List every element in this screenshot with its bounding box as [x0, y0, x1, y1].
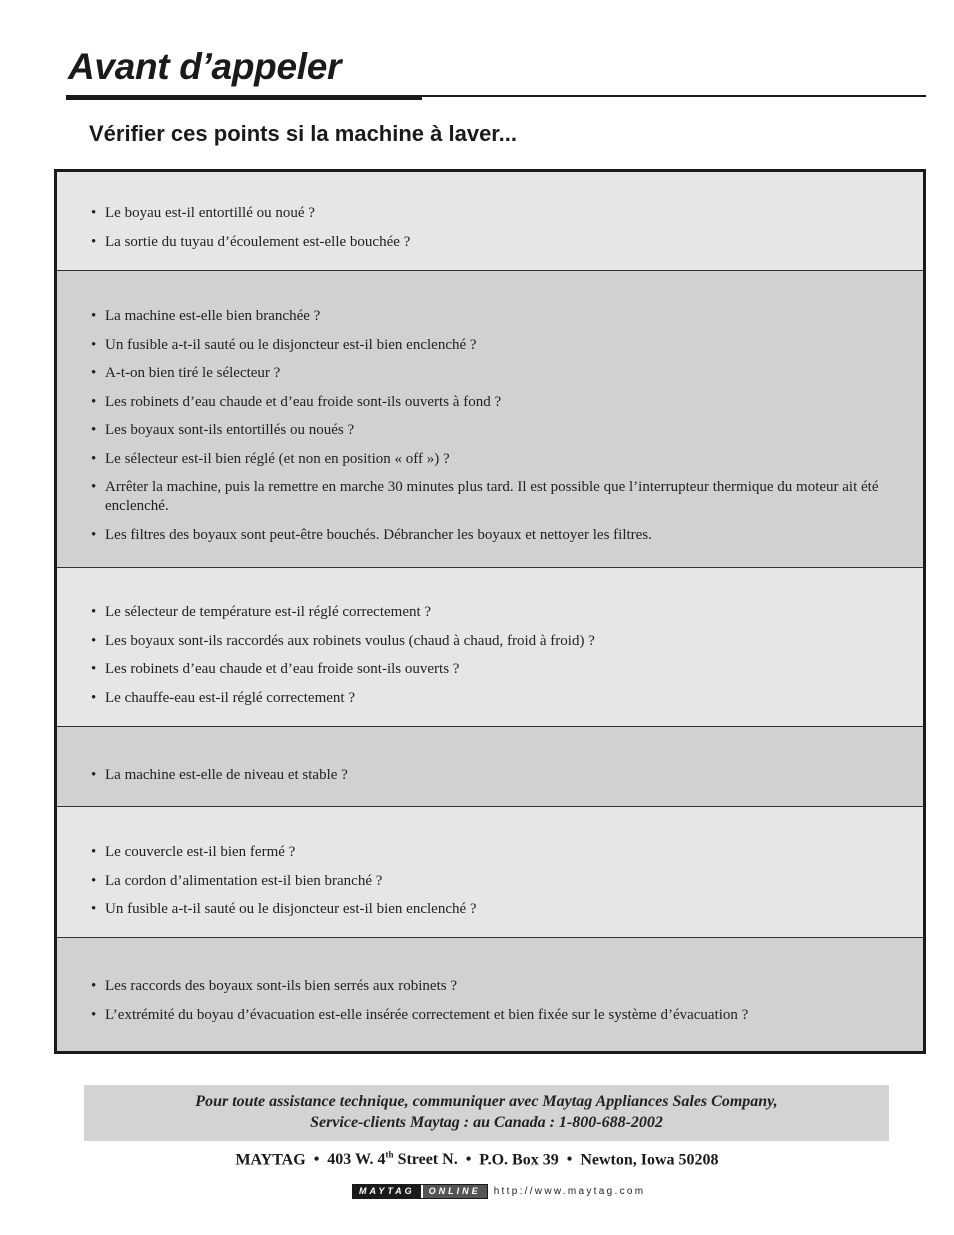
list-item: • Le couvercle est-il bien fermé ?	[91, 843, 883, 862]
checklist-section-1	[57, 172, 923, 270]
page-title: Avant d’appeler	[68, 46, 342, 87]
list-item: • Un fusible a-t-il sauté ou le disjoncteur est-il bien enclenché ?	[91, 336, 883, 355]
service-phone-text: Service-clients Maytag : au Canada : 1-800-688-2002	[310, 1114, 663, 1131]
city-zip: Newton, Iowa 50208	[580, 1151, 719, 1169]
checklist-table	[54, 169, 926, 1054]
assistance-text: Pour toute assistance technique, communiquer avec Maytag Appliances Sales Company,	[195, 1093, 778, 1110]
checklist-section-5	[57, 806, 923, 937]
checklist-section-3	[57, 567, 923, 726]
separator: •	[465, 1151, 472, 1169]
list-item: • Les filtres des boyaux sont peut-être bouchés. Débrancher les boyaux et nettoyer les filtres.	[91, 526, 883, 545]
checklist-section-4	[57, 726, 923, 806]
title-rule	[66, 95, 422, 100]
list-item: • Les robinets d’eau chaude et d’eau froide sont-ils ouverts à fond ?	[91, 393, 883, 412]
list-item: • Un fusible a-t-il sauté ou le disjoncteur est-il bien enclenché ?	[91, 900, 883, 919]
list-item: • A-t-on bien tiré le sélecteur ?	[91, 364, 883, 383]
list-item: • L’extrémité du boyau d’évacuation est-elle insérée correctement et bien fixée sur le système d’évacuation ?	[91, 1006, 883, 1025]
company-name: MAYTAG	[235, 1151, 306, 1169]
list-item: • La machine est-elle bien branchée ?	[91, 307, 883, 326]
website-link[interactable]: http://www.maytag.com	[493, 1185, 646, 1197]
po-box: P.O. Box 39	[479, 1151, 559, 1169]
list-item: • Le chauffe-eau est-il réglé correctement ?	[91, 689, 883, 708]
list-item: • La cordon d’alimentation est-il bien branché ?	[91, 872, 883, 891]
list-item: • Les boyaux sont-ils entortillés ou noués ?	[91, 421, 883, 440]
list-item: • La machine est-elle de niveau et stable ?	[91, 766, 883, 785]
list-item: • La sortie du tuyau d’écoulement est-elle bouchée ?	[91, 233, 883, 252]
list-item: • Les boyaux sont-ils raccordés aux robinets voulus (chaud à chaud, froid à froid) ?	[91, 632, 883, 651]
list-item: • Le sélecteur de température est-il réglé correctement ?	[91, 603, 883, 622]
company-address	[0, 1150, 954, 1169]
separator: •	[566, 1151, 573, 1169]
street-address: 403 W. 4th Street N.	[327, 1150, 458, 1169]
technical-assistance-box	[84, 1085, 889, 1141]
list-item: • Les robinets d’eau chaude et d’eau froide sont-ils ouverts ?	[91, 660, 883, 679]
list-item: • Le boyau est-il entortillé ou noué ?	[91, 204, 883, 223]
list-item: • Le sélecteur est-il bien réglé (et non en position « off ») ?	[91, 450, 883, 469]
list-item: • Arrêter la machine, puis la remettre en marche 30 minutes plus tard. Il est possible que l’interrupteur thermique du moteur ait été enclenché.	[91, 478, 883, 516]
separator: •	[313, 1151, 320, 1169]
title-rule-thin	[422, 95, 926, 97]
checklist-section-6	[57, 937, 923, 1051]
section-subtitle: Vérifier ces points si la machine à laver...	[89, 121, 517, 146]
list-item: • Les raccords des boyaux sont-ils bien serrés aux robinets ?	[91, 977, 883, 996]
maytag-online-footer	[352, 1184, 645, 1198]
checklist-section-2	[57, 270, 923, 567]
maytag-online-logo: MAYTAG ONLINE	[352, 1184, 488, 1199]
